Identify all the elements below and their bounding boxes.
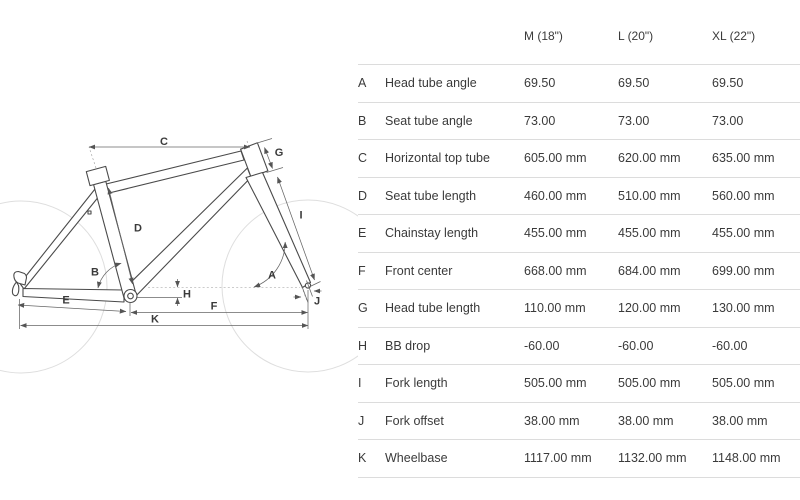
fork-blade: [246, 173, 311, 288]
table-row: [358, 327, 800, 365]
header-label-spacer: [385, 0, 524, 65]
value-xl: 699.00 mm: [712, 252, 800, 290]
value-m: 38.00 mm: [524, 402, 618, 440]
value-m: 73.00: [524, 102, 618, 140]
value-l: 1132.00 mm: [618, 440, 712, 478]
dimension-label: Head tube angle: [385, 65, 524, 103]
diagram-label-d: D: [134, 222, 142, 235]
value-l: 684.00 mm: [618, 252, 712, 290]
table-row: [358, 65, 800, 103]
value-l: 38.00 mm: [618, 402, 712, 440]
diagram-label-f: F: [210, 300, 218, 313]
dimension-label: Wheelbase: [385, 440, 524, 478]
top-tube: [102, 151, 244, 194]
value-xl: 635.00 mm: [712, 140, 800, 178]
table-row: [358, 440, 800, 478]
value-l: 620.00 mm: [618, 140, 712, 178]
value-m: 1117.00 mm: [524, 440, 618, 478]
dim-g-tick-bottom: [267, 168, 284, 173]
dim-j-axis-tick: [302, 287, 308, 303]
bottle-boss: [88, 211, 91, 214]
value-m: 505.00 mm: [524, 365, 618, 403]
table-row: [358, 365, 800, 403]
dimension-label: Horizontal top tube: [385, 140, 524, 178]
diagram-label-i: I: [299, 209, 303, 222]
header-row: [358, 0, 800, 65]
dimension-label: Chainstay length: [385, 215, 524, 253]
dimension-key: D: [358, 177, 385, 215]
diagram-label-h: H: [183, 288, 191, 301]
front-wheel-circle: [222, 200, 358, 372]
geometry-table: [358, 0, 800, 478]
value-m: 110.00 mm: [524, 290, 618, 328]
diagram-label-k: K: [151, 313, 159, 326]
table-row: [358, 215, 800, 253]
derailleur-hanger: [12, 282, 18, 296]
value-xl: 38.00 mm: [712, 402, 800, 440]
value-l: 505.00 mm: [618, 365, 712, 403]
header-key-spacer: [358, 0, 385, 65]
value-l: 455.00 mm: [618, 215, 712, 253]
diagram-label-j: J: [313, 295, 321, 308]
size-column-header-xl: XL (22"): [712, 29, 756, 43]
diagram-label-g: G: [274, 147, 284, 159]
dimension-label: Fork length: [385, 365, 524, 403]
dimension-key: K: [358, 440, 385, 478]
value-m: 605.00 mm: [524, 140, 618, 178]
size-column-header-l: L (20"): [618, 29, 654, 43]
dimension-key: A: [358, 65, 385, 103]
dimension-key: H: [358, 327, 385, 365]
size-column-header-m: M (18"): [524, 29, 563, 43]
table-panel: [358, 0, 800, 500]
dimension-label: Head tube length: [385, 290, 524, 328]
seat-tube: [94, 181, 137, 297]
dimension-key: E: [358, 215, 385, 253]
dim-e-line: [18, 305, 126, 312]
table-row: [358, 252, 800, 290]
dimension-key: J: [358, 402, 385, 440]
value-xl: 505.00 mm: [712, 365, 800, 403]
value-xl: 73.00: [712, 102, 800, 140]
value-xl: 69.50: [712, 65, 800, 103]
dimension-label: Front center: [385, 252, 524, 290]
dimension-label: Seat tube length: [385, 177, 524, 215]
value-m: 69.50: [524, 65, 618, 103]
table-row: [358, 140, 800, 178]
value-m: -60.00: [524, 327, 618, 365]
value-xl: 130.00 mm: [712, 290, 800, 328]
bottom-bracket-axle: [128, 293, 134, 299]
diagram-label-e: E: [62, 294, 70, 307]
value-l: 69.50: [618, 65, 712, 103]
diagram-label-a: A: [268, 269, 276, 282]
table-row: [358, 402, 800, 440]
dim-g-tick-top: [256, 139, 273, 144]
dimension-key: C: [358, 140, 385, 178]
chain-stay-tube: [23, 289, 124, 303]
value-xl: 1148.00 mm: [712, 440, 800, 478]
diagram-panel: [0, 0, 358, 500]
value-xl: 455.00 mm: [712, 215, 800, 253]
value-m: 460.00 mm: [524, 177, 618, 215]
table-row: [358, 102, 800, 140]
dimension-key: I: [358, 365, 385, 403]
diagram-label-c: C: [160, 136, 168, 148]
value-l: 120.00 mm: [618, 290, 712, 328]
value-m: 668.00 mm: [524, 252, 618, 290]
dimension-key: B: [358, 102, 385, 140]
dimension-label: BB drop: [385, 327, 524, 365]
dimension-label: Fork offset: [385, 402, 524, 440]
diagram-label-b: B: [91, 266, 99, 279]
table-row: [358, 290, 800, 328]
value-xl: -60.00: [712, 327, 800, 365]
down-tube: [124, 168, 251, 299]
dimension-label: Seat tube angle: [385, 102, 524, 140]
dimension-key: F: [358, 252, 385, 290]
dimension-key: G: [358, 290, 385, 328]
table-row: [358, 177, 800, 215]
value-m: 455.00 mm: [524, 215, 618, 253]
value-xl: 560.00 mm: [712, 177, 800, 215]
frame-outline: [12, 143, 310, 303]
value-l: 73.00: [618, 102, 712, 140]
value-l: 510.00 mm: [618, 177, 712, 215]
value-l: -60.00: [618, 327, 712, 365]
seat-axis-extension: [89, 147, 96, 168]
bike-geometry-diagram: [0, 0, 358, 500]
